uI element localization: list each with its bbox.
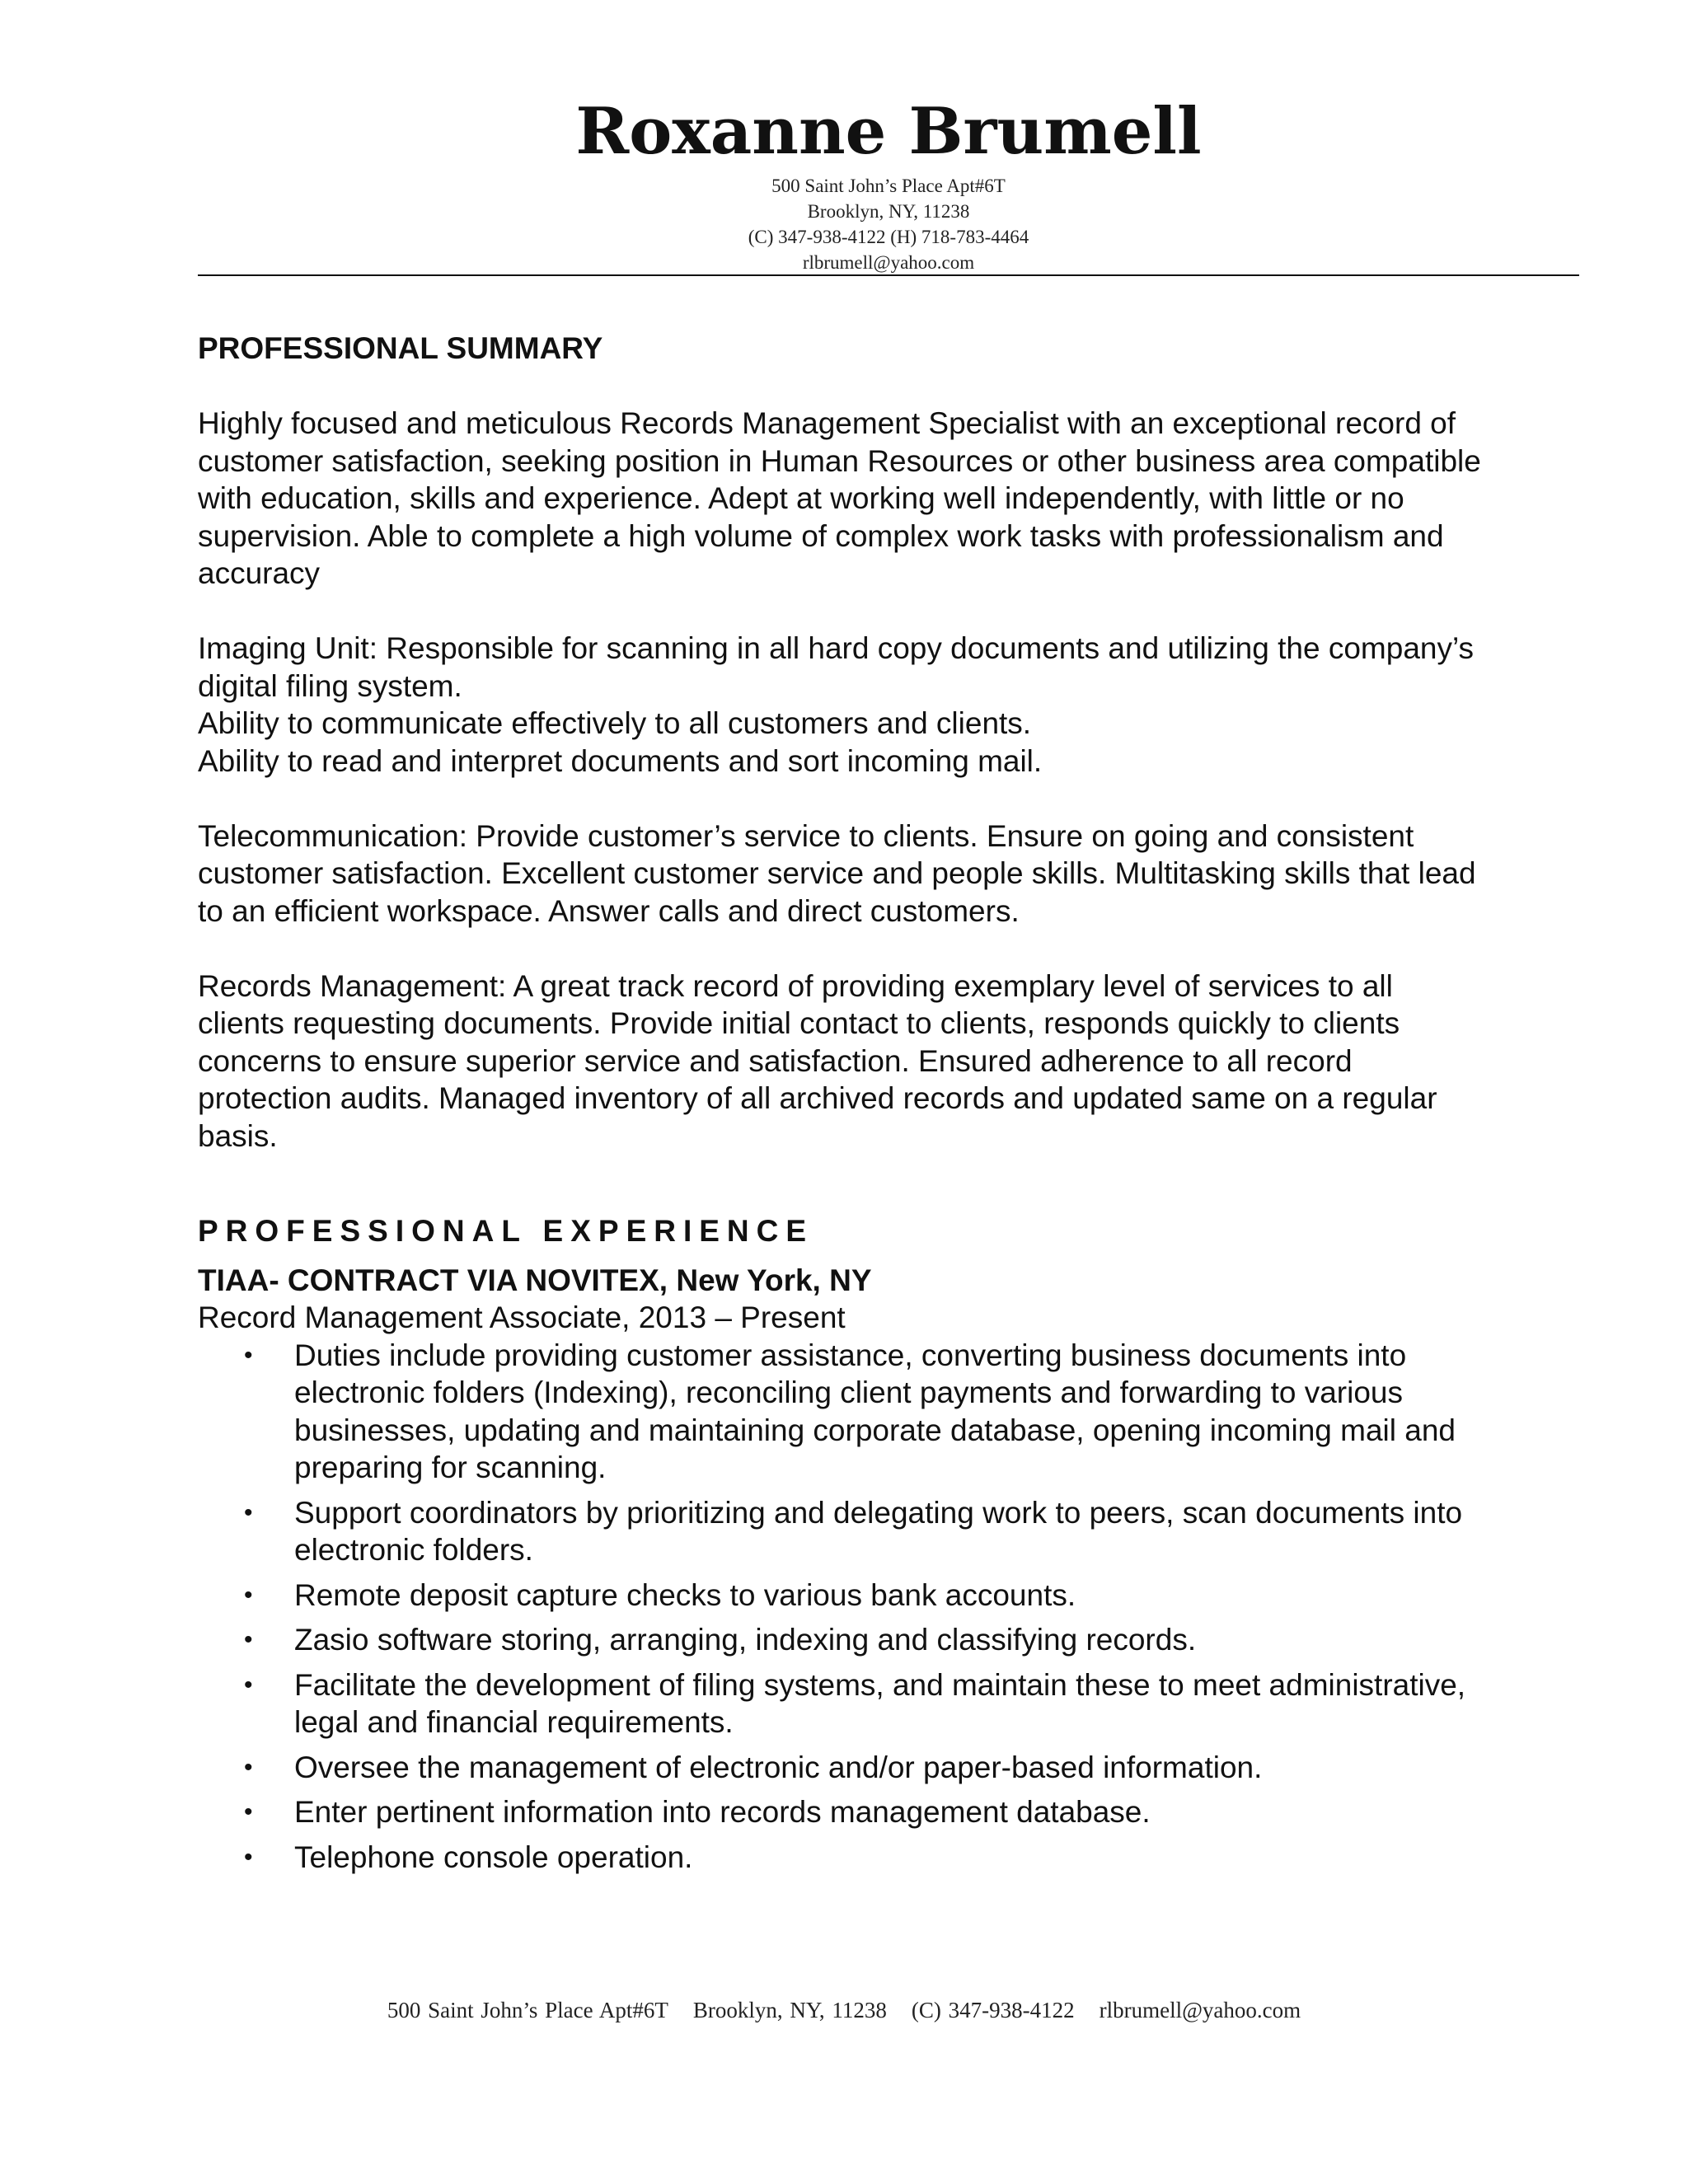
resume-body xyxy=(198,330,1484,1883)
bullet-icon: • xyxy=(244,1498,253,1526)
list-item: • Support coordinators by prioritizing and delegating work to peers, scan documents into electronic folders. xyxy=(244,1495,1463,1567)
list-item: • Zasio software storing, arranging, indexing and classifying records. xyxy=(198,1621,1484,1659)
list-item: • Enter pertinent information into records management database. xyxy=(198,1793,1484,1831)
footer-phone: (C) 347-938-4122 xyxy=(911,1998,1075,2022)
address-line-1: 500 Saint John’s Place Apt#6T xyxy=(771,176,1006,196)
bullet-icon: • xyxy=(244,1341,253,1369)
address-line-2: Brooklyn, NY, 11238 xyxy=(807,201,970,222)
phone-numbers: (C) 347-938-4122 (H) 718-783-4464 xyxy=(748,227,1029,247)
job-title: Record Management Associate, 2013 – Present xyxy=(198,1301,846,1334)
telecommunication-text: Telecommunication: Provide customer’s service to clients. Ensure on going and consistent customer satisfaction. Excellent customer service and people skills. Multitasking skills that lead to an efficient workspace. Answer calls and direct customers. xyxy=(198,818,1476,928)
bullet-icon: • xyxy=(244,1626,253,1653)
candidate-name: Roxanne Brumell xyxy=(575,94,1202,169)
experience-heading: PROFESSIONAL EXPERIENCE xyxy=(198,1214,814,1248)
list-item: • Oversee the management of electronic and/or paper-based information. xyxy=(198,1749,1484,1787)
summary-paragraph: Highly focused and meticulous Records Management Specialist with an exceptional record of customer satisfaction, seeking position in Human Resources or other business area compatible with education, skills and experience. Adept at working well independently, with little or no supervision. Able to complete a high volume of complex work tasks with professionalism and accuracy xyxy=(198,406,1481,590)
duties-list xyxy=(198,1337,1484,1877)
header-divider xyxy=(198,274,1579,276)
records-management-text: Records Management: A great track record of providing exemplary level of services to all clients requesting documents. Provide initial contact to clients, responds quickly to clients concerns to ensure superior service and satisfaction. Ensured adherence to all record protection audits. Managed inventory of all archived records and updated same on a regular basis. xyxy=(198,968,1437,1153)
email-address: rlbrumell@yahoo.com xyxy=(802,252,975,273)
footer-city: Brooklyn, NY, 11238 xyxy=(692,1998,887,2022)
summary-heading: PROFESSIONAL SUMMARY xyxy=(198,331,603,365)
list-item: • Telephone console operation. xyxy=(198,1839,1484,1877)
list-item: • Duties include providing customer assistance, converting business documents into electronic folders (Indexing), reconciling client payments and forwarding to various businesses, updating and maintaining corporate database, opening incoming mail and preparing for scanning. xyxy=(244,1338,1456,1484)
interpret-documents-text: Ability to read and interpret documents and sort incoming mail. xyxy=(198,743,1043,778)
page-footer xyxy=(0,1998,1688,2023)
communication-text: Ability to communicate effectively to all customers and clients. xyxy=(198,706,1032,740)
resume-header xyxy=(198,91,1579,275)
bullet-icon: • xyxy=(244,1798,253,1825)
footer-email: rlbrumell@yahoo.com xyxy=(1099,1998,1301,2022)
bullet-icon: • xyxy=(244,1843,253,1871)
footer-address: 500 Saint John’s Place Apt#6T xyxy=(387,1998,668,2022)
list-item: • Facilitate the development of filing systems, and maintain these to meet administrative, legal and financial requirements. xyxy=(244,1667,1466,1739)
imaging-unit-text: Imaging Unit: Responsible for scanning in all hard copy documents and utilizing the company’s digital filing system. xyxy=(198,631,1475,703)
bullet-icon: • xyxy=(244,1671,253,1699)
list-item: • Remote deposit capture checks to various bank accounts. xyxy=(198,1577,1484,1615)
bullet-icon: • xyxy=(244,1753,253,1781)
employer-name: TIAA- CONTRACT VIA NOVITEX, New York, NY xyxy=(198,1263,872,1297)
bullet-icon: • xyxy=(244,1581,253,1609)
